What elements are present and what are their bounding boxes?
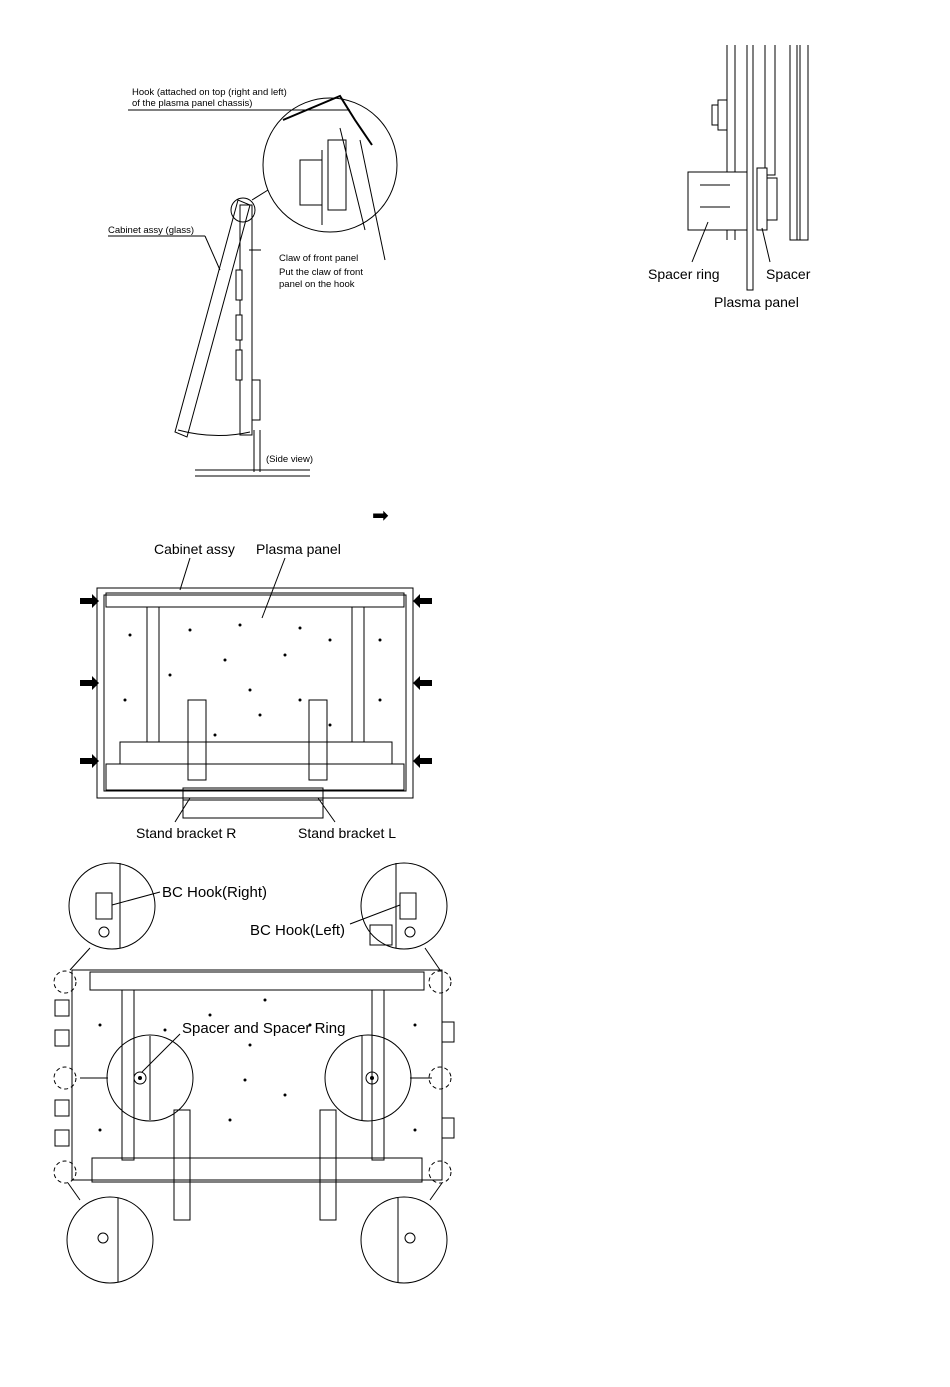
- top-bolt-head: [712, 105, 718, 125]
- bc-hook-right-label: BC Hook(Right): [162, 884, 268, 901]
- stand-bracket-r-shape: [188, 700, 206, 780]
- plasma-panel-rear-label: Plasma panel: [256, 541, 341, 557]
- bc-hook-right-shape: [96, 893, 112, 919]
- spacer-detail-figure: [648, 45, 811, 310]
- cabinet-glass-label: Cabinet assy (glass): [108, 225, 195, 236]
- bc-right-leader: [112, 892, 160, 905]
- panel-screw-dots: [124, 624, 382, 737]
- chassis-part-1: [236, 270, 242, 300]
- spacer-leader: [762, 228, 770, 262]
- plasma-panel-label: Plasma panel: [714, 294, 799, 310]
- spacer-and-ring-label: Spacer and Spacer Ring: [182, 1020, 346, 1037]
- cabinet-outline: [97, 588, 413, 798]
- stand-foot: [183, 788, 323, 818]
- bc-hook-left-label: BC Hook(Left): [250, 922, 346, 939]
- spacer-shape: [757, 168, 767, 230]
- lower-stand-l: [320, 1110, 336, 1220]
- cabinet-leader: [205, 236, 220, 270]
- lower-right-rail: [372, 990, 384, 1160]
- rear-sheet-1: [790, 45, 800, 240]
- bottom-board: [120, 742, 392, 764]
- claw-part: [328, 140, 346, 210]
- claw-label: Claw of front panel: [279, 253, 359, 264]
- spacer-left-center: [138, 1076, 142, 1080]
- side-view-figure: [108, 87, 397, 476]
- magnify-bottom-right: [361, 1197, 447, 1283]
- rear-view-figure: [80, 541, 432, 841]
- spacer-right-center: [370, 1076, 374, 1080]
- magnify-connector: [252, 190, 268, 200]
- spacer-label: Spacer: [766, 266, 811, 282]
- stand-bracket-r-label: Stand bracket R: [136, 825, 237, 841]
- lower-top-bracket: [90, 972, 424, 990]
- bc-hook-right-screw: [99, 927, 109, 937]
- cabinet-leader-rear: [180, 558, 190, 590]
- left-rail: [147, 607, 159, 742]
- magnify-bottom-left: [67, 1197, 153, 1283]
- side-view-label: (Side view): [266, 454, 313, 465]
- hook-bracket: [300, 160, 322, 205]
- bc-hook-left-screw: [405, 927, 415, 937]
- bottom-left-screw: [98, 1233, 108, 1243]
- stand-bracket-l-shape: [309, 700, 327, 780]
- bc-left-connector: [425, 948, 440, 970]
- corner-marker-tr: [429, 971, 451, 993]
- spacer-leader: [142, 1034, 180, 1072]
- left-side-tabs: [55, 1000, 69, 1146]
- plasma-panel-sheet: [747, 45, 753, 290]
- hook-shape: [283, 96, 372, 145]
- chassis-part-4: [252, 380, 260, 420]
- corner-marker-mr: [429, 1067, 451, 1089]
- cabinet-assy-label: Cabinet assy: [154, 541, 235, 557]
- lower-screw-dots: [99, 999, 417, 1132]
- lower-left-rail: [122, 990, 134, 1160]
- corner-marker-ml: [54, 1067, 76, 1089]
- chassis-part-3: [236, 350, 242, 380]
- stand-bracket-l-label: Stand bracket L: [298, 825, 397, 841]
- right-side-tabs: [442, 1022, 454, 1138]
- bottom-right-connector: [430, 1183, 442, 1200]
- lower-stand-r: [174, 1110, 190, 1220]
- bottom-right-screw: [405, 1233, 415, 1243]
- panel-outline: [104, 595, 406, 791]
- chassis-part-2: [236, 315, 242, 340]
- hook-view-figure: [54, 863, 454, 1283]
- lower-bottom-board: [92, 1158, 422, 1182]
- bc-left-leader: [350, 905, 400, 924]
- chassis-sheet: [765, 45, 775, 175]
- spacer-ring-shape: [688, 172, 747, 230]
- put-claw-line1: Put the claw of front: [279, 267, 363, 278]
- spacer-ring-label: Spacer ring: [648, 266, 720, 282]
- spacer-cap: [767, 178, 777, 220]
- magnify-spacer-right: [325, 1035, 411, 1121]
- step-arrow-icon: ➡: [372, 505, 389, 527]
- right-rail: [352, 607, 364, 742]
- rear-sheet-2: [797, 45, 808, 240]
- hook-label-line1: Hook (attached on top (right and left): [132, 87, 287, 98]
- bottom-bracket: [106, 764, 404, 790]
- top-bolt: [718, 100, 727, 130]
- hook-label-line2: of the plasma panel chassis): [132, 98, 253, 109]
- claw-leader-line: [360, 140, 385, 260]
- put-claw-line2: panel on the hook: [279, 279, 355, 290]
- lower-panel-outline: [72, 970, 442, 1180]
- bottom-left-connector: [68, 1183, 80, 1200]
- bc-right-connector: [70, 948, 90, 970]
- bc-hook-left-shape: [400, 893, 416, 919]
- corner-marker-bl: [54, 1161, 76, 1183]
- corner-marker-tl: [54, 971, 76, 993]
